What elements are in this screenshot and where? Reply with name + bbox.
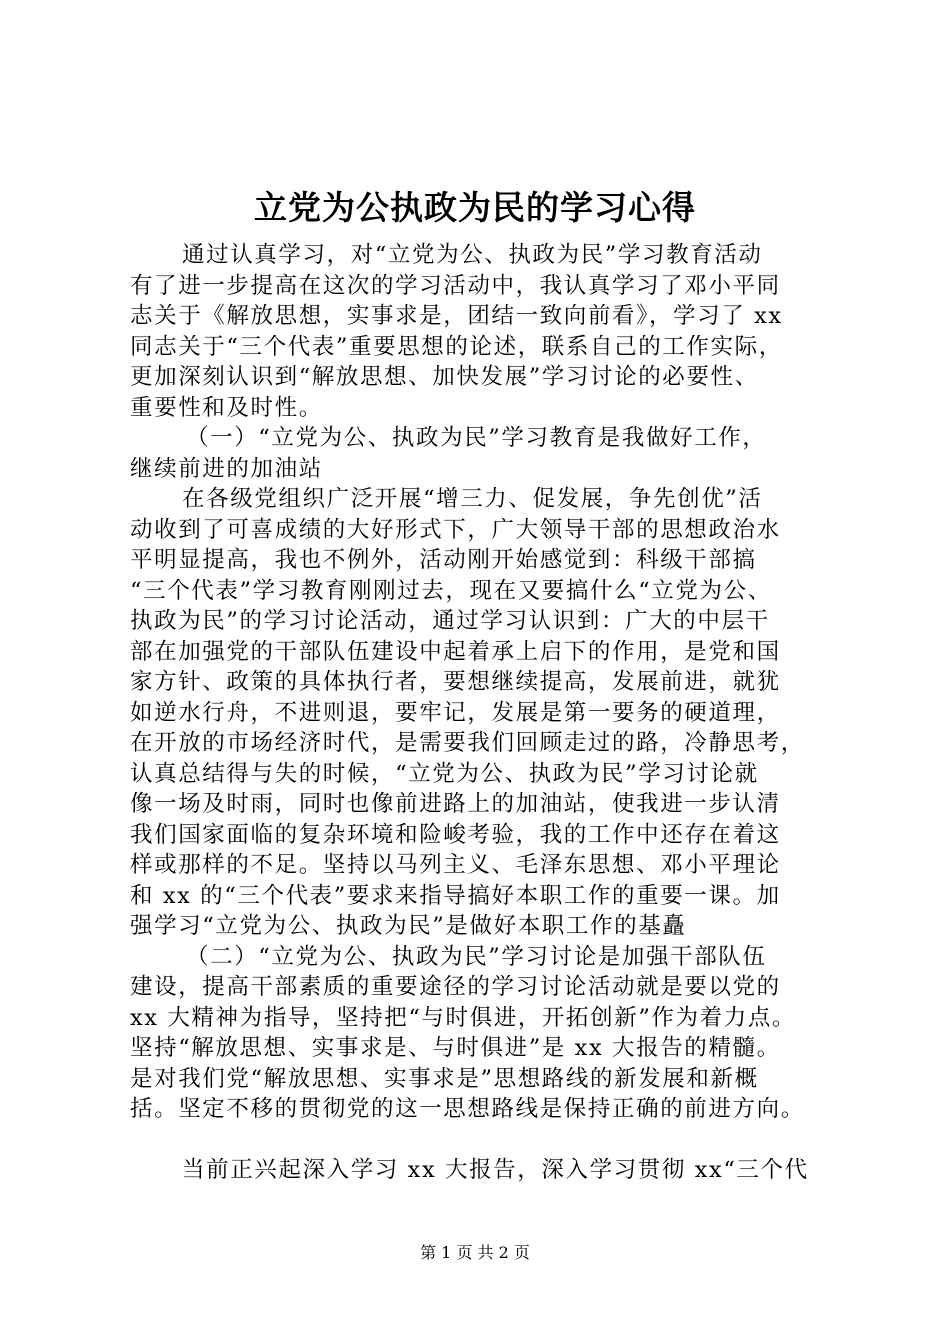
body-line: 重要性和及时性。 bbox=[130, 394, 323, 421]
body-line: 当前正兴起深入学习 xx 大报告，深入学习贯彻 xx“三个代 bbox=[182, 1156, 809, 1183]
document-title: 立党为公执政为民的学习心得 bbox=[254, 188, 696, 227]
body-line: 同志关于“三个代表”重要思想的论述，联系自己的工作实际， bbox=[130, 333, 783, 360]
body-line: 在各级党组织广泛开展“增三力、促发展，争先创优”活 bbox=[182, 486, 763, 512]
body-line: 认真总结得与失的时候，“立党为公、执政为民”学习讨论就 bbox=[130, 760, 759, 787]
body-line: 更加深刻认识到“解放思想、加快发展”学习讨论的必要性、 bbox=[130, 364, 759, 390]
body-line: 如逆水行舟，不进则退，要牢记，发展是第一要务的硬道理， bbox=[130, 699, 781, 726]
body-line: 有了进一步提高在这次的学习活动中，我认真学习了邓小平同 bbox=[130, 272, 781, 299]
body-line: 和 xx 的“三个代表”要求来指导搞好本职工作的重要一课。加 bbox=[130, 882, 781, 909]
body-line: 志关于《解放思想，实事求是，团结一致向前看》，学习了 xx bbox=[130, 303, 783, 329]
body-line: 括。坚定不移的贯彻党的这一思想路线是保持正确的前进方向。 bbox=[130, 1096, 805, 1122]
body-line: 像一场及时雨，同时也像前进路上的加油站，使我进一步认清 bbox=[130, 791, 781, 817]
body-line: 建设，提高干部素质的重要途径的学习讨论活动就是要以党的 bbox=[130, 974, 781, 1000]
page-footer: 第 1 页 共 2 页 bbox=[420, 1243, 530, 1262]
body-line: 坚持“解放思想、实事求是、与时俱进”是 xx 大报告的精髓。 bbox=[130, 1035, 781, 1061]
section-heading-2: （二）“立党为公、执政为民”学习讨论是加强干部队伍 bbox=[186, 943, 767, 970]
document-body bbox=[130, 240, 845, 1185]
body-line: 部在加强党的干部队伍建设中起着承上启下的作用，是党和国 bbox=[130, 638, 781, 665]
body-line: 我们国家面临的复杂环境和险峻考验，我的工作中还存在着这 bbox=[130, 821, 781, 848]
body-line: 执政为民”的学习讨论活动，通过学习认识到：广大的中层干 bbox=[130, 608, 770, 634]
body-line: 家方针、政策的具体执行者，要想继续提高，发展前进，就犹 bbox=[130, 669, 781, 695]
body-line: 是对我们党“解放思想、实事求是”思想路线的新发展和新概 bbox=[130, 1065, 759, 1092]
body-line: 样或那样的不足。坚持以马列主义、毛泽东思想、邓小平理论 bbox=[130, 852, 781, 878]
body-line: 动收到了可喜成绩的大好形式下，广大领导干部的思想政治水 bbox=[130, 516, 781, 543]
body-line: “三个代表”学习教育刚刚过去，现在又要搞什么“立党为公、 bbox=[130, 577, 772, 604]
body-line: 强学习“立党为公、执政为民”是做好本职工作的基矗 bbox=[130, 913, 687, 939]
section-heading-1: （一）“立党为公、执政为民”学习教育是我做好工作， bbox=[186, 425, 767, 451]
section-heading-1-cont: 继续前进的加油站 bbox=[130, 455, 323, 482]
body-line: xx 大精神为指导，坚持把“与时俱进，开拓创新”作为着力点。 bbox=[130, 1004, 797, 1031]
paragraph-gap bbox=[130, 1125, 845, 1155]
body-line: 通过认真学习，对“立党为公、执政为民”学习教育活动 bbox=[182, 242, 763, 268]
body-line: 平明显提高，我也不例外，活动刚开始感觉到：科级干部搞 bbox=[130, 547, 757, 573]
body-line: 在开放的市场经济时代，是需要我们回顾走过的路，冷静思考， bbox=[130, 730, 805, 756]
